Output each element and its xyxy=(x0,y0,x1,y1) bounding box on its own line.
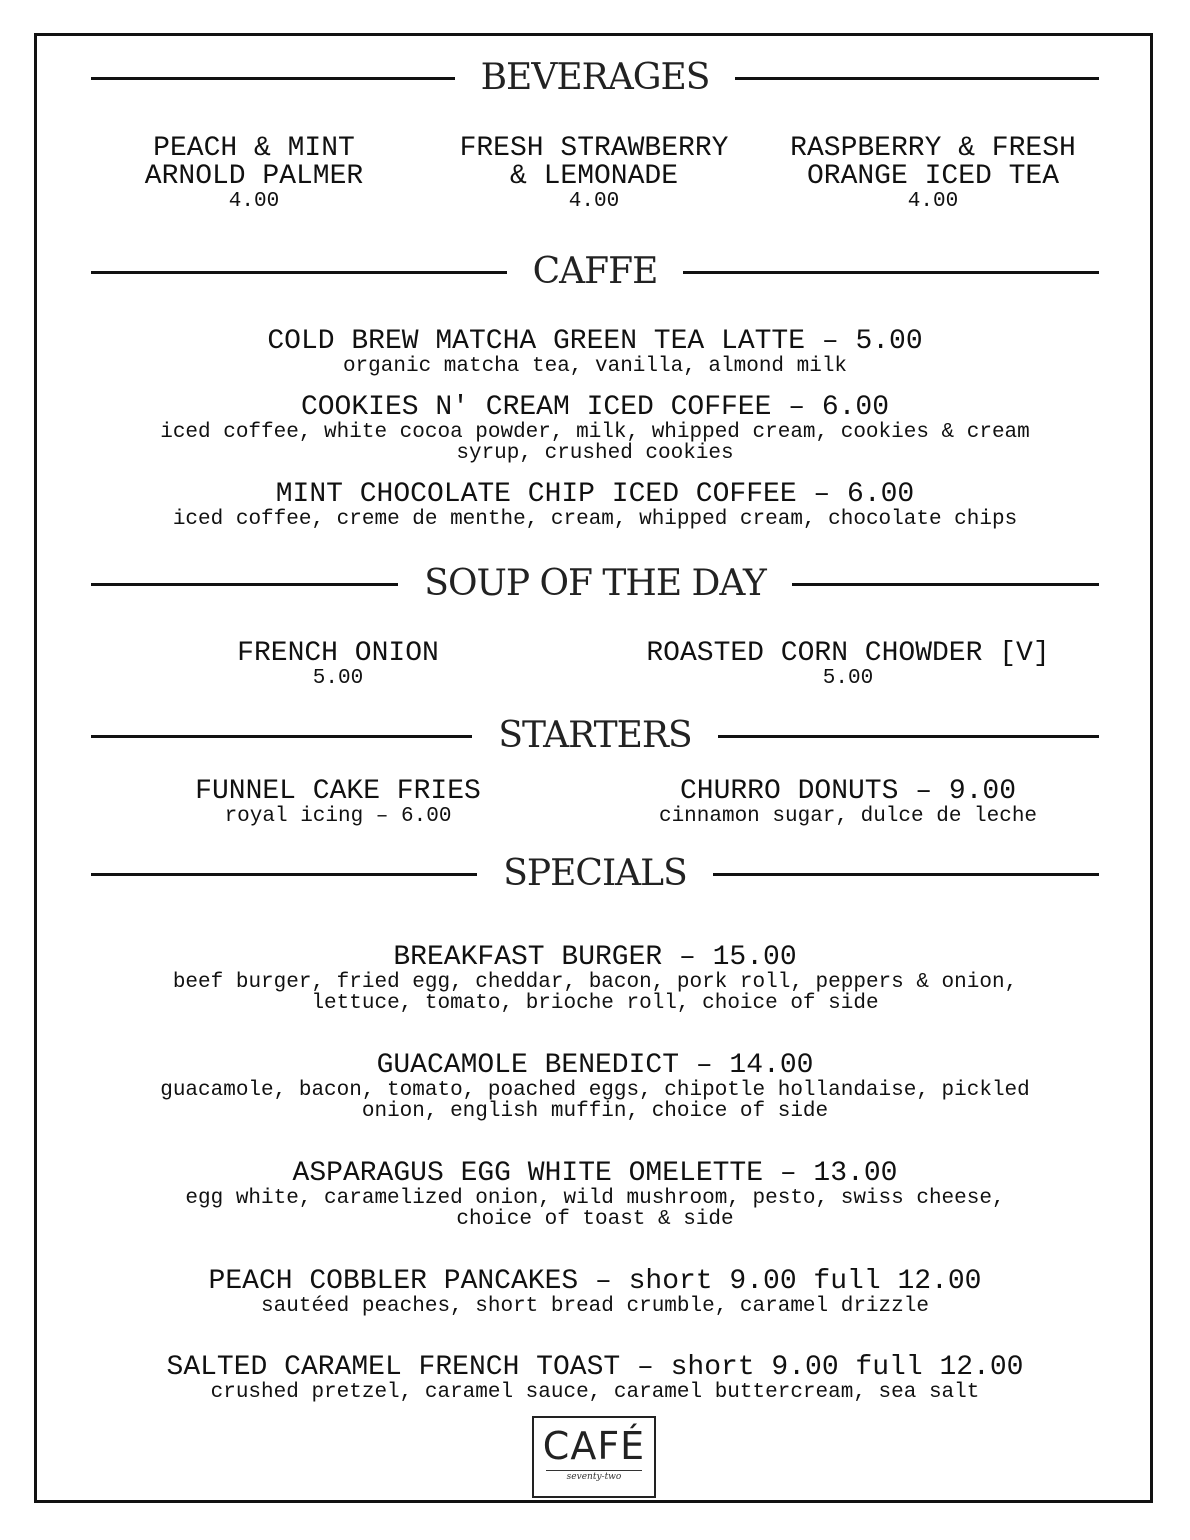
item-name: COLD BREW MATCHA GREEN TEA LATTE – 5.00 xyxy=(267,326,923,357)
item-description: cinnamon sugar, dulce de leche xyxy=(658,805,1038,828)
item-name: FUNNEL CAKE FRIES xyxy=(195,776,481,807)
section-title: SOUP OF THE DAY xyxy=(424,563,766,604)
section-title: SPECIALS xyxy=(503,853,687,894)
logo-tagline: seventy-two xyxy=(546,1470,642,1483)
item-price: 5.00 xyxy=(312,667,364,690)
section-header-soup xyxy=(91,564,1099,604)
item-name: MINT CHOCOLATE CHIP ICED COFFEE – 6.00 xyxy=(275,479,915,510)
item-name: PEACH COBBLER PANCAKES – short 9.00 full 12.00 xyxy=(208,1266,982,1297)
item-description: organic matcha tea, vanilla, almond milk xyxy=(342,355,848,378)
section-title: CAFFE xyxy=(532,251,658,292)
item-name: FRENCH ONION xyxy=(237,638,439,669)
item-price: 4.00 xyxy=(228,190,280,213)
special-item xyxy=(91,1354,1099,1403)
item-name: CHURRO DONUTS – 9.00 xyxy=(679,776,1017,807)
soup-item xyxy=(610,640,1086,690)
caffe-item xyxy=(91,328,1099,377)
divider-line xyxy=(683,271,1099,274)
starter-item xyxy=(160,778,516,827)
item-name: SALTED CARAMEL FRENCH TOAST – short 9.00 full 12.00 xyxy=(166,1352,1024,1383)
item-description: royal icing – 6.00 xyxy=(224,805,452,828)
divider-line xyxy=(735,77,1099,80)
section-header-caffe xyxy=(91,252,1099,292)
special-item xyxy=(91,1268,1099,1317)
section-title: STARTERS xyxy=(498,715,692,756)
divider-line xyxy=(792,583,1099,586)
item-price: 4.00 xyxy=(907,190,959,213)
item-description: iced coffee, creme de menthe, cream, whipped cream, chocolate chips xyxy=(172,508,1018,531)
item-name: FRESH STRAWBERRY & LEMONADE xyxy=(459,133,729,192)
section-title: BEVERAGES xyxy=(480,57,710,98)
section-header-beverages xyxy=(91,58,1099,98)
divider-line xyxy=(91,77,455,80)
soup-item xyxy=(180,640,496,690)
special-item xyxy=(91,1160,1099,1230)
item-name: BREAKFAST BURGER – 15.00 xyxy=(393,942,797,973)
item-name: GUACAMOLE BENEDICT – 14.00 xyxy=(376,1050,814,1081)
item-description: guacamole, bacon, tomato, poached eggs, chipotle hollandaise, pickled onion, english muffin, choice of side xyxy=(160,1079,1030,1123)
item-price: 4.00 xyxy=(568,190,620,213)
divider-line xyxy=(91,271,507,274)
starter-item xyxy=(620,778,1076,827)
section-header-specials xyxy=(91,854,1099,894)
caffe-item xyxy=(91,481,1099,530)
divider-line xyxy=(718,735,1099,738)
section-header-starters xyxy=(91,716,1099,756)
special-item xyxy=(91,944,1099,1014)
item-name: PEACH & MINT ARNOLD PALMER xyxy=(144,133,364,192)
beverage-item xyxy=(768,135,1098,213)
divider-line xyxy=(91,735,472,738)
item-description: crushed pretzel, caramel sauce, caramel buttercream, sea salt xyxy=(210,1381,980,1404)
item-description: beef burger, fried egg, cheddar, bacon, pork roll, peppers & onion, lettuce, tomato, brioche roll, choice of side xyxy=(172,971,1018,1015)
divider-line xyxy=(713,873,1099,876)
cafe-logo xyxy=(532,1416,656,1498)
item-description: sautéed peaches, short bread crumble, caramel drizzle xyxy=(261,1295,929,1318)
item-price: 5.00 xyxy=(822,667,874,690)
divider-line xyxy=(91,583,398,586)
beverage-item xyxy=(434,135,754,213)
item-description: iced coffee, white cocoa powder, milk, whipped cream, cookies & cream syrup, crushed cookies xyxy=(160,421,1030,465)
caffe-item xyxy=(91,394,1099,464)
item-name: ROASTED CORN CHOWDER [V] xyxy=(646,638,1050,669)
item-description: egg white, caramelized onion, wild mushroom, pesto, swiss cheese, choice of toast & side xyxy=(185,1187,1005,1231)
item-name: COOKIES N' CREAM ICED COFFEE – 6.00 xyxy=(300,392,890,423)
item-name: RASPBERRY & FRESH ORANGE ICED TEA xyxy=(790,133,1076,192)
special-item xyxy=(91,1052,1099,1122)
beverage-item xyxy=(104,135,404,213)
item-name: ASPARAGUS EGG WHITE OMELETTE – 13.00 xyxy=(292,1158,898,1189)
logo-wordmark: CAFÉ xyxy=(542,1424,646,1468)
divider-line xyxy=(91,873,477,876)
